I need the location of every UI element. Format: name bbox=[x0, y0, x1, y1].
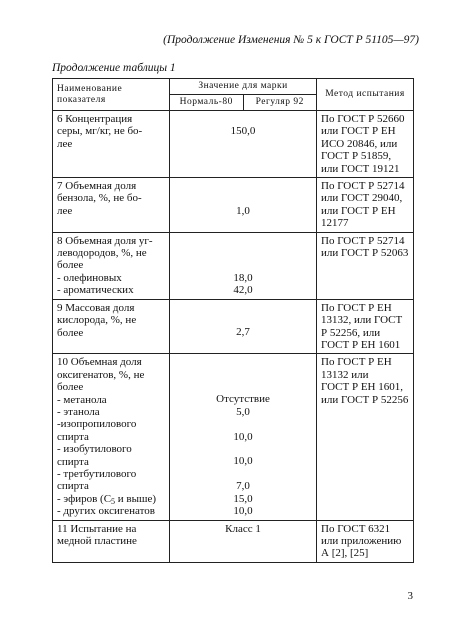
name-line: кислорода, %, не bbox=[57, 314, 137, 327]
method-line: ГОСТ Р 51859, bbox=[321, 150, 392, 163]
value-line: 10,0 bbox=[233, 505, 253, 517]
method-line: или ГОСТ 29040, bbox=[321, 192, 403, 205]
value-line: 15,0 bbox=[233, 492, 253, 505]
method-line: ГОСТ Р ЕН 1601, bbox=[321, 381, 404, 394]
name-line: 11 Испытание на bbox=[57, 522, 137, 535]
value-line bbox=[174, 247, 312, 259]
page-number: 3 bbox=[407, 590, 413, 602]
name-line: - метанола bbox=[57, 393, 107, 406]
method-line: ИСО 20846, или bbox=[321, 137, 398, 150]
value-line bbox=[174, 381, 312, 393]
cell-name bbox=[53, 111, 170, 178]
name-line: - других оксигенатов bbox=[57, 505, 155, 518]
value-line bbox=[174, 192, 312, 204]
value-line bbox=[174, 314, 312, 326]
name-line: спирта bbox=[57, 455, 89, 468]
cell-value bbox=[170, 299, 317, 354]
name-line: 8 Объемная доля уг- bbox=[57, 234, 153, 247]
method-line: По ГОСТ Р 52714 bbox=[321, 180, 405, 193]
name-line: - третбутилового bbox=[57, 467, 137, 480]
value-line: 2,7 bbox=[236, 326, 250, 339]
cell-value bbox=[170, 232, 317, 299]
method-line: или ГОСТ Р 52256 bbox=[321, 393, 409, 406]
name-line: - эфиров ($С_5$ и выше) bbox=[57, 492, 157, 506]
name-line: более bbox=[57, 259, 84, 272]
method-line: или ГОСТ Р 52063 bbox=[321, 247, 409, 260]
name-line: спирта bbox=[57, 480, 89, 493]
name-line: - олефиновых bbox=[57, 271, 122, 284]
name-line: - ароматических bbox=[57, 284, 134, 297]
value-line bbox=[174, 180, 312, 192]
value-line: 1,0 bbox=[236, 204, 250, 217]
value-line: 150,0 bbox=[230, 125, 256, 138]
name-line: лее bbox=[57, 204, 73, 217]
cell-value bbox=[170, 354, 317, 520]
name-line: 6 Концентрация bbox=[57, 113, 133, 125]
name-line: оксигенатов, %, не bbox=[57, 368, 145, 381]
page-header: (Продолжение Изменения № 5 к ГОСТ Р 51105—97) bbox=[163, 34, 419, 46]
cell-method bbox=[317, 232, 414, 299]
name-line: более bbox=[57, 381, 84, 394]
column-header-name: Наименование показателя bbox=[53, 79, 170, 111]
column-header-method: Метод испытания bbox=[317, 79, 414, 111]
value-line: 7,0 bbox=[236, 480, 250, 493]
method-line: или приложению bbox=[321, 535, 402, 547]
name-line: 10 Объемная доля bbox=[57, 356, 142, 369]
method-line: 13132, или ГОСТ bbox=[321, 314, 403, 327]
value-line bbox=[174, 356, 312, 368]
value-line bbox=[174, 418, 312, 430]
name-line: бензола, %, не бо- bbox=[57, 192, 142, 205]
value-line: 10,0 bbox=[233, 455, 253, 468]
method-line: 13132 или bbox=[321, 368, 369, 381]
name-line: 7 Объемная доля bbox=[57, 180, 137, 193]
method-line: ГОСТ Р ЕН 1601 bbox=[321, 338, 401, 351]
value-line: 42,0 bbox=[233, 284, 253, 297]
cell-name bbox=[53, 299, 170, 354]
name-line: медной пластине bbox=[57, 535, 137, 547]
table-row bbox=[53, 232, 414, 299]
method-line: А [2], [25] bbox=[321, 547, 369, 560]
table-row bbox=[53, 520, 414, 562]
cell-method bbox=[317, 299, 414, 354]
method-line: Р 52256, или bbox=[321, 326, 381, 339]
method-line: По ГОСТ Р ЕН bbox=[321, 356, 392, 369]
cell-method bbox=[317, 520, 414, 562]
method-line: По ГОСТ Р ЕН bbox=[321, 301, 392, 314]
value-line bbox=[174, 113, 312, 125]
value-line: 5,0 bbox=[236, 405, 250, 418]
cell-value bbox=[170, 520, 317, 562]
specification-table bbox=[52, 78, 414, 563]
method-line: По ГОСТ Р 52714 bbox=[321, 234, 405, 247]
value-line: 18,0 bbox=[233, 271, 253, 284]
method-line: 12177 bbox=[321, 217, 349, 230]
name-line: спирта bbox=[57, 430, 89, 443]
method-line: или ГОСТ 19121 bbox=[321, 162, 400, 175]
method-line: По ГОСТ 6321 bbox=[321, 522, 391, 535]
name-line: - изобутилового bbox=[57, 443, 132, 456]
name-line: более bbox=[57, 326, 84, 339]
value-line bbox=[174, 259, 312, 271]
cell-method bbox=[317, 354, 414, 520]
name-line: 9 Массовая доля bbox=[57, 301, 135, 314]
table-row bbox=[53, 178, 414, 233]
cell-name bbox=[53, 354, 170, 520]
table-row bbox=[53, 299, 414, 354]
table-row bbox=[53, 111, 414, 178]
name-line: -изопропилового bbox=[57, 418, 137, 431]
value-line bbox=[174, 443, 312, 455]
column-header-value-b: Регуляр 92 bbox=[243, 95, 317, 111]
cell-method bbox=[317, 178, 414, 233]
cell-method bbox=[317, 111, 414, 178]
value-line: 10,0 bbox=[233, 430, 253, 443]
value-line bbox=[174, 369, 312, 381]
value-line bbox=[174, 468, 312, 480]
name-line: леводородов, %, не bbox=[57, 247, 147, 260]
method-line: или ГОСТ Р ЕН bbox=[321, 125, 396, 138]
table-continuation-label: Продолжение таблицы 1 bbox=[52, 62, 176, 74]
cell-value bbox=[170, 111, 317, 178]
cell-name bbox=[53, 520, 170, 562]
cell-value bbox=[170, 178, 317, 233]
value-line: Отсутствие bbox=[216, 393, 270, 406]
cell-name bbox=[53, 178, 170, 233]
value-line bbox=[174, 302, 312, 314]
method-line: По ГОСТ Р 52660 bbox=[321, 113, 405, 125]
value-line: Класс 1 bbox=[225, 522, 261, 535]
table-row bbox=[53, 354, 414, 520]
value-line bbox=[174, 235, 312, 247]
column-header-value-a: Нормаль-80 bbox=[170, 95, 244, 111]
method-line: или ГОСТ Р ЕН bbox=[321, 204, 396, 217]
name-line: - этанола bbox=[57, 405, 100, 418]
name-line: лее bbox=[57, 137, 73, 150]
name-line: серы, мг/кг, не бо- bbox=[57, 125, 143, 138]
column-header-value: Значение для марки bbox=[170, 79, 317, 95]
cell-name bbox=[53, 232, 170, 299]
